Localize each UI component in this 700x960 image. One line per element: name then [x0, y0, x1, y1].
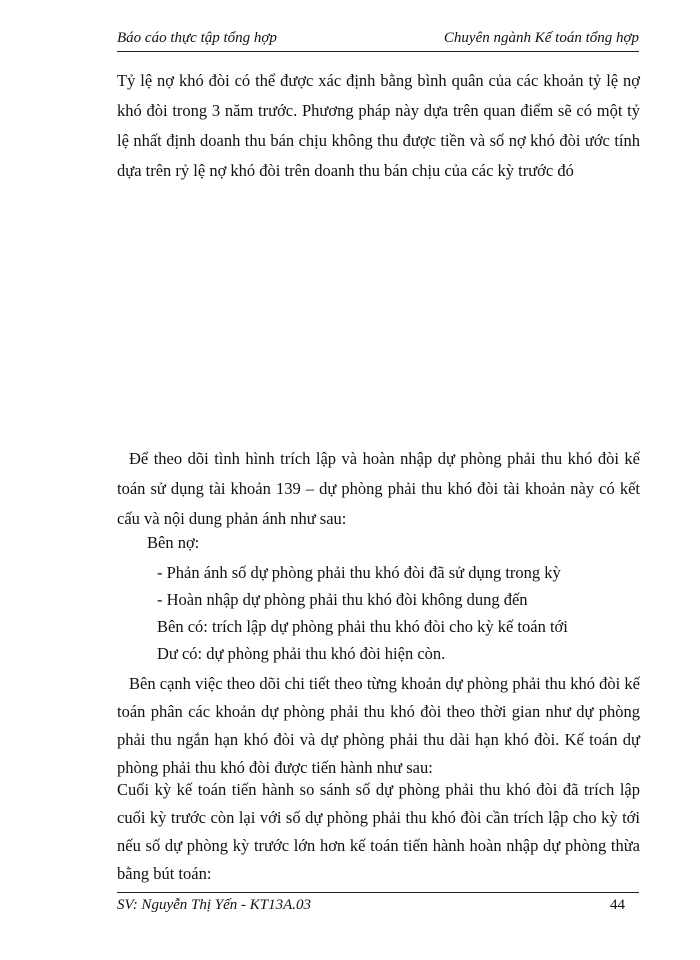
debit-heading: Bên nợ: — [147, 533, 200, 552]
header-rule — [117, 51, 639, 52]
header-major: Chuyên ngành Kế toán tổng hợp — [443, 30, 639, 46]
paragraph-bad-debt-ratio: Tỷ lệ nợ khó đòi có thể được xác định bằng bình quân của các khoản tỷ lệ nợ khó đòi trong 3 năm trước. Phương pháp này dựa trên quan điểm sẽ có một tỷ lệ nhất định doanh thu bán chịu không thu được tiền và số nợ khó đòi ước tính dựa trên rỷ lệ nợ khó đòi trên doanh thu bán chịu của các kỳ trước đó — [117, 71, 640, 180]
footer-page-number: 44 — [610, 897, 625, 913]
debit-item-2: - Hoàn nhập dự phòng phải thu khó đòi không dung đến — [157, 590, 528, 609]
paragraph-classification: Bên cạnh việc theo dõi chi tiết theo từng khoản dự phòng phải thu khó đòi kế toán phân các khoản dự phòng phải thu khó đòi theo thời gian như dự phòng phải thu ngắn hạn khó đòi và dự phòng phải thu dài hạn khó đòi. Kế toán dự phòng phải thu khó đòi được tiến hành như sau: — [117, 674, 640, 777]
debit-item-1: - Phản ánh số dự phòng phải thu khó đòi đã sử dụng trong kỳ — [157, 563, 561, 582]
footer-rule — [117, 892, 639, 893]
paragraph-account-139: Để theo dõi tình hình trích lập và hoàn nhập dự phòng phải thu khó đòi kế toán sử dụng tài khoản 139 – dự phòng phải thu khó đòi tài khoản này có kết cấu và nội dung phản ánh như sau: — [117, 449, 640, 528]
header-report-title: Báo cáo thực tập tổng hợp — [117, 30, 277, 46]
page-footer — [117, 897, 639, 917]
page-header — [117, 30, 639, 50]
balance-line: Dư có: dự phòng phải thu khó đòi hiện còn. — [157, 644, 446, 663]
paragraph-year-end: Cuối kỳ kế toán tiến hành so sánh số dự phòng phải thu khó đòi đã trích lập cuối kỳ trước còn lại với số dự phòng phải thu khó đòi cần trích lập cho kỳ tới nếu số dự phòng kỳ trước lớn hơn kế toán tiến hành hoàn nhập dự phòng thừa bằng bút toán: — [117, 780, 640, 883]
credit-line: Bên có: trích lập dự phòng phải thu khó đòi cho kỳ kế toán tới — [157, 617, 568, 636]
footer-student: SV: Nguyễn Thị Yến - KT13A.03 — [117, 897, 312, 913]
